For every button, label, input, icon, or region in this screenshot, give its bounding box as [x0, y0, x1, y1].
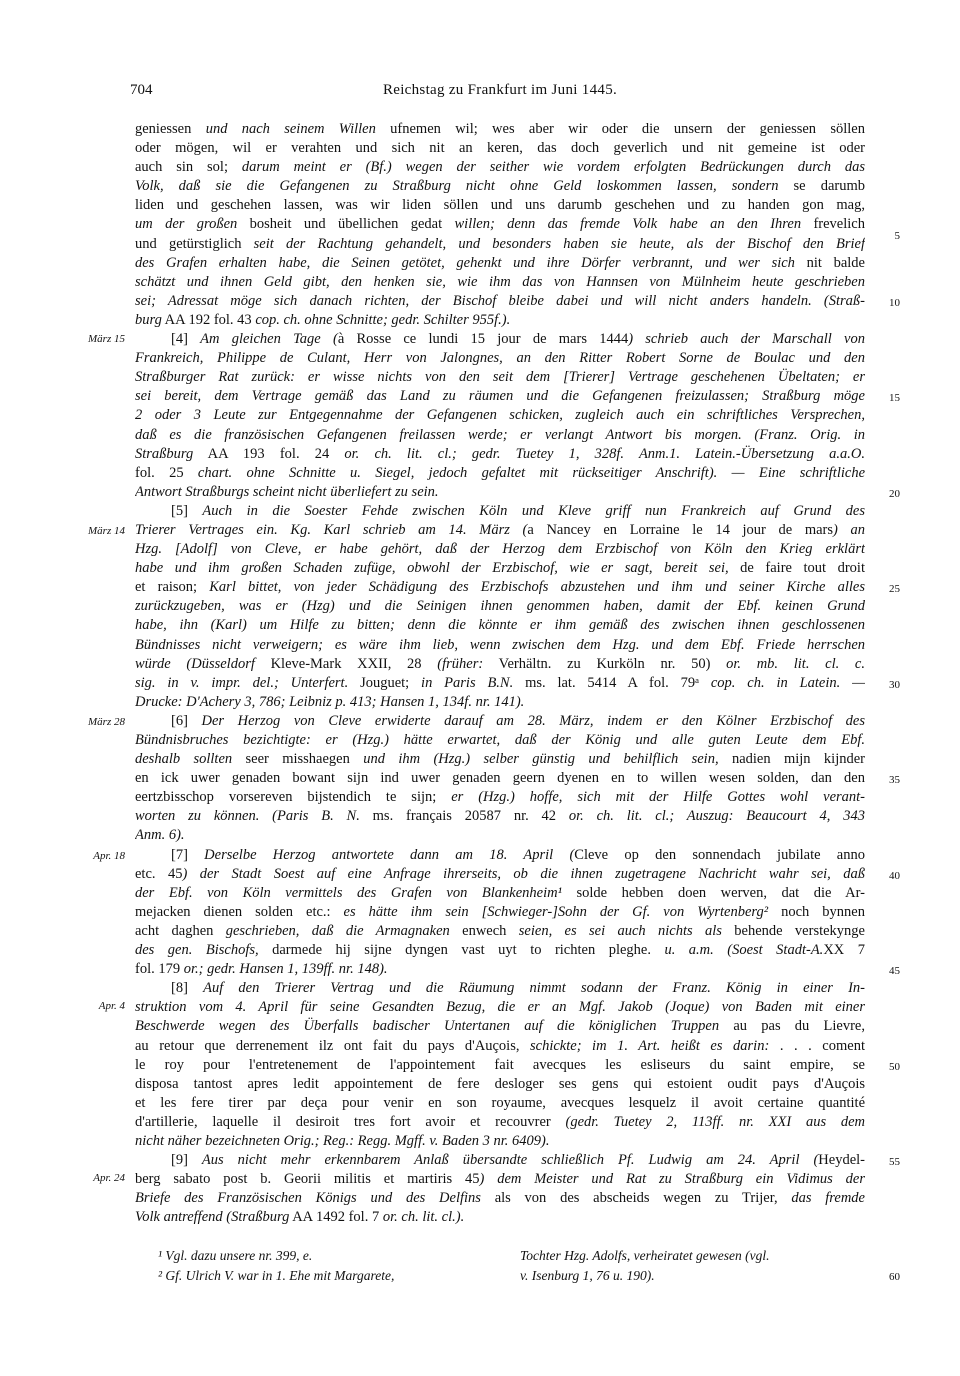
italic-segment: in Paris B.N.	[421, 674, 514, 691]
line-number: 55	[889, 1156, 900, 1168]
text-segment: bosheit und übellichen gedat	[237, 216, 455, 233]
footnote: ¹ Vgl. dazu unsere nr. 399, e.	[158, 1248, 313, 1263]
italic-segment: Anm. 6).	[135, 827, 185, 844]
text-segment: nadien mijn kijnder	[718, 751, 865, 768]
italic-segment: Drucke: D'Achery 3, 786; Leibniz p. 413; Hansen 1, 134f. nr. 141).	[135, 693, 525, 710]
text-segment: en ick uwer genaden bowant sijn ind uwer genaden geern dyenen en to willen wesen solden, dan den	[135, 770, 865, 787]
text-line	[135, 731, 865, 750]
text-line	[135, 349, 865, 368]
text-segment: fol. 179	[135, 961, 184, 978]
text-line	[135, 1189, 865, 1208]
text-segment: behende verstekynge	[721, 922, 865, 939]
italic-segment: habe und ihm großen Schaden zufüge, obwohl der Erzbischof, wie er sagt, bereit sei,	[135, 560, 729, 577]
italic-segment: des gen. Bischofs,	[135, 942, 259, 959]
text-line	[135, 1056, 865, 1075]
italic-segment: Trierer Vertrages ein. Kg. Karl schrieb am 14. März (	[135, 521, 528, 538]
text-line	[135, 521, 865, 540]
text-segment: [9]	[171, 1152, 202, 1169]
italic-segment: würde (Düsseldorf	[135, 655, 255, 672]
italic-segment: Frankreich, Philippe de Culant, Herr von Jalongnes, an den Ritter Robert Sorne de Boulac und den	[135, 350, 865, 367]
text-line	[135, 674, 865, 693]
text-line	[135, 368, 865, 387]
text-line	[135, 1151, 865, 1170]
italic-segment: schätzt und ihnen Geld gibt, den henken sie, wie ihm das von Hannsen von Mülnheim heute geschrieben	[135, 273, 865, 290]
italic-segment: und ihm (Hzg.) selber günstig und behilflich sein,	[363, 751, 719, 768]
italic-segment: willen; denn das fremde Volk habe an den Ihren	[454, 216, 802, 233]
text-segment: Kleve-Mark XXII, 28	[254, 655, 438, 672]
text-line	[135, 788, 865, 807]
text-line	[135, 578, 865, 597]
text-segment: Cleve op den sonnendach jubilate anno	[574, 846, 865, 863]
italic-segment: deshalb sollten	[135, 751, 233, 768]
text-line	[135, 750, 865, 769]
italic-segment: or.; gedr. Hansen 1, 139ff. nr. 148).	[183, 961, 388, 978]
text-segment: als von des abscheids wegen zu Trijer,	[480, 1190, 792, 1207]
italic-segment: struktion vom 4. April für seine Gesandten Bezug, die er an Mgf. Jakob (Joque) von Baden mit einer	[135, 999, 865, 1016]
text-line	[135, 1113, 865, 1132]
text-segment: et raison;	[135, 579, 210, 596]
text-line	[135, 330, 865, 349]
italic-segment: Hzg. [Adolf] von Cleve, er habe gehört, daß der Herzog dem Erzbischof von Köln den Krieg erklärt	[135, 541, 865, 558]
text-segment: noch bynnen	[768, 903, 865, 920]
italic-segment: Aus nicht mehr erkennbarem Anlaß übersandte schließlich Pf. Ludwig am 24. April (	[201, 1152, 819, 1169]
text-line	[135, 998, 865, 1017]
text-line	[135, 445, 865, 464]
text-segment: Heydel-	[818, 1152, 865, 1169]
italic-segment: Antwort Straßburgs scheint nicht überliefert zu sein.	[135, 483, 439, 500]
text-line	[135, 1037, 865, 1056]
text-line	[135, 311, 865, 330]
text-line	[135, 177, 865, 196]
italic-segment: darum meint er (Bf.) wegen der seither wie vordem erfolgten Bedrückungen durch das	[241, 159, 865, 176]
text-line	[135, 215, 865, 234]
line-number: 60	[889, 1271, 900, 1283]
text-segment: ms. lat. 5414 A fol. 79ᵃ	[513, 674, 711, 691]
italic-segment: or. mb. lit. cl. c.	[726, 655, 865, 672]
italic-segment: sig. in v. impr. del.; Unterfert.	[135, 674, 349, 691]
italic-segment: Derselbe Herzog antwortete dann am 18. April (	[204, 846, 575, 863]
italic-segment: daß es die französischen Gefangenen freilassen werde; er verlangt Antwort bis morgen. (Franz. Orig. in	[135, 426, 865, 443]
text-line	[135, 273, 865, 292]
text-segment: ufnemen wil; wes aber wir oder die unsern der geniessen söllen	[375, 121, 865, 137]
italic-segment: des Grafen erhalten habe, die Seinen getötet, gehenkt und ihre Dörfer verbrannt, und wer sich	[135, 254, 795, 271]
italic-segment: schickte; im 1. Art. heißt es darin:	[530, 1037, 770, 1054]
text-line	[135, 826, 865, 845]
text-segment: de faire tout droit	[728, 560, 865, 577]
text-line	[135, 120, 865, 139]
line-number: 25	[889, 583, 900, 595]
page-number: 704	[130, 82, 153, 98]
text-line	[135, 406, 865, 425]
body-text	[135, 120, 865, 1227]
italic-segment: Briefe des Französischen Königs und des Delfins	[135, 1190, 481, 1207]
text-line	[135, 1132, 865, 1151]
text-segment: . . . coment	[769, 1037, 865, 1054]
text-segment: solde hebben doen werven, dat die Ar-	[561, 884, 865, 901]
italic-segment: der Ebf. von Köln vermittels des Grafen von Blankenheim¹	[135, 884, 562, 901]
text-line	[135, 597, 865, 616]
italic-segment: Bündnisbruches bezichtigte: er (Hzg.) hätte erwartet, daß der König und alle guten Leute dem Ebf.	[135, 732, 865, 748]
text-line	[135, 139, 865, 158]
italic-segment: worten zu können. (Paris B. N.	[135, 808, 360, 825]
text-line	[135, 884, 865, 903]
italic-segment: or. ch. lit. cl.; gedr. Tuetey 1, 328f. Anm.1. Latein.-Übersetzung a.a.O.	[344, 445, 865, 462]
margin-note: März 14	[88, 525, 125, 537]
text-line	[135, 540, 865, 559]
text-line	[135, 979, 865, 998]
italic-segment: ) an	[833, 521, 865, 538]
italic-segment: or. ch. lit. cl.).	[382, 1209, 465, 1226]
text-line	[135, 1017, 865, 1036]
italic-segment: das fremde	[791, 1190, 865, 1207]
text-segment: frevelich	[801, 216, 865, 233]
margin-note: Apr. 18	[93, 850, 125, 862]
text-line	[135, 235, 865, 254]
italic-segment: nicht näher bezeichneten Orig.; Reg.: Regg. Mgff. v. Baden 3 nr. 6409).	[135, 1132, 550, 1149]
footnote: v. Isenburg 1, 76 u. 190).	[520, 1268, 655, 1283]
text-line	[135, 865, 865, 884]
italic-segment: or. ch. lit. cl.; Auszug: Beaucourt 4, 343	[568, 808, 865, 825]
italic-segment: burg	[135, 311, 162, 328]
text-segment: et les fere tirer par deça pour venir en son royaume, avecques lesquelz il avoit certaine quantité	[135, 1094, 865, 1111]
italic-segment: 2 oder 3 Leute zur Entgegennahme der Gefangenen schicken, zugleich auch ein schriftliches Versprechen,	[135, 407, 865, 424]
text-segment: d'artillerie, laquelle il desiroit tres fort avoir et recouvrer	[135, 1113, 566, 1130]
text-line	[135, 712, 865, 731]
italic-segment: ) dem Meister und Rat zu Straßburg ein Vidimus der	[479, 1171, 865, 1188]
text-line	[135, 1075, 865, 1094]
text-segment: fol. 25	[135, 464, 198, 481]
line-number: 5	[894, 230, 900, 242]
text-segment: nit balde	[794, 254, 865, 271]
text-segment: [7]	[171, 846, 205, 863]
italic-segment: ) schrieb auch der Marschall von	[628, 331, 865, 348]
italic-segment: es hätte ihm sein [Schwieger-]Sohn der Gf. von Wyrtenberg²	[343, 903, 769, 920]
text-line	[135, 655, 865, 674]
text-segment: acht daghen	[135, 922, 226, 939]
italic-segment: ) der Stadt Soest auf eine Anfrage ihrerseits, ob die ihnen zugetragene Nachricht wahr sei, daß	[182, 865, 865, 882]
text-line	[135, 960, 865, 979]
italic-segment: u. a.m. (Soest Stadt-A.	[664, 942, 824, 959]
line-number: 20	[889, 488, 900, 500]
line-number: 30	[889, 679, 900, 691]
page-title: Reichstag zu Frankfurt im Juni 1445.	[382, 82, 618, 98]
text-line	[135, 616, 865, 635]
text-segment: Jouguet;	[348, 674, 422, 691]
italic-segment: Der Herzog von Cleve erwiderte darauf am 28. März, indem er den Kölner Erzbischof des	[201, 712, 865, 729]
text-segment: [6]	[171, 712, 202, 729]
italic-segment: Am gleichen Tage (	[200, 331, 338, 348]
text-line	[135, 1094, 865, 1113]
italic-segment: habe, ihn (Karl) um Hilfe zu bitten; denn die könnte er ihm gemäß des zwischen ihnen geschlossenen	[135, 617, 865, 634]
text-line	[135, 196, 865, 215]
line-number: 10	[889, 297, 900, 309]
text-segment: seer misshaegen	[232, 751, 364, 768]
margin-note: Apr. 24	[93, 1172, 125, 1184]
text-line	[135, 693, 865, 712]
italic-segment: sei bereit, dem Vertrage gemäß das Land zu räumen und die Gefangenen freizulassen; Straßburg möge	[135, 388, 865, 405]
text-line	[135, 941, 865, 960]
text-segment: geniessen	[135, 121, 206, 137]
text-segment: a Nancey en Lorraine le 14 jour de mars	[527, 521, 834, 538]
italic-segment: sei; Adressat möge sich danach richten, der Bischof bleibe dabei und will nicht anders handeln. (Straß-	[135, 292, 865, 309]
text-segment: [4]	[171, 331, 201, 348]
text-segment: AA 1492 fol. 7	[289, 1209, 383, 1226]
text-segment: ms. français 20587 nr. 42	[359, 808, 569, 825]
line-number: 35	[889, 774, 900, 786]
italic-segment: Volk, daß sie die Gefangenen zu Straßburg nicht ohne Geld loskommen lassen, sondern	[135, 178, 779, 195]
text-line	[135, 559, 865, 578]
italic-segment: Bündnisses nicht verweigern; es wäre ihm lieb, wenn zwischen dem Hzg. und dem Ebf. Friede herrschen	[135, 636, 865, 653]
italic-segment: cop. ch. in Latein. —	[710, 674, 865, 691]
text-segment: mejacken dienen solden etc.:	[135, 903, 344, 920]
text-line	[135, 502, 865, 521]
text-line	[135, 464, 865, 483]
text-segment: oder mögen, wil er verahten und sich nit an keren, das doch geverlich und nit gemeine ist oder	[135, 140, 865, 157]
text-line	[135, 846, 865, 865]
footnote: Tochter Hzg. Adolfs, verheiratet gewesen (vgl.	[520, 1248, 770, 1263]
italic-segment: Auch in die Soester Fehde zwischen Köln und Kleve griff nun Frankreich auf Grund des	[202, 502, 865, 519]
italic-segment: Volk antreffend (Straßburg	[135, 1209, 290, 1226]
line-number: 15	[889, 392, 900, 404]
text-line	[135, 903, 865, 922]
italic-segment: zurückzugeben, was er (Hzg) und die Seinigen ihnen genommen haben, damit der Ebf. keinen Grund	[135, 598, 865, 615]
text-segment: eertzbisschop vorsereven bijstendich te sijn;	[135, 789, 452, 806]
italic-segment: geschrieben, daß die Armagnaken	[225, 922, 450, 939]
italic-segment: seien, es sei auch nichts als	[518, 922, 722, 939]
text-line	[135, 769, 865, 788]
italic-segment: Straßburger Rat zurück: er wisse nichts von den seit dem [Trierer] Vertrage geschehenen Übeltaten; er	[135, 369, 865, 386]
italic-segment: Karl bittet, von jeder Schädigung des Erzbischofs abzustehen und ihm und seiner Kirche alles	[209, 579, 865, 596]
text-segment: disposa tantost apres ledit appointement de fere desloger ses gens qui estoient oudit pays d'Auçois	[135, 1075, 865, 1092]
text-line	[135, 426, 865, 445]
italic-segment: um der großen	[135, 216, 238, 233]
italic-segment: chart. ohne Schnitte u. Siegel, jedoch gefaltet mit rückseitiger Anschrift). — Eine schriftliche	[197, 464, 865, 481]
italic-segment: (gedr. Tuetey 2, 113ff. nr. XXI aus dem	[565, 1113, 865, 1130]
text-line	[135, 1170, 865, 1189]
text-segment: au retour que derrenement ilz ont fait du pays d'Auçois,	[135, 1037, 530, 1054]
text-line	[135, 158, 865, 177]
text-segment: und getürstiglich	[135, 235, 254, 252]
text-segment: AA 192 fol. 43	[161, 311, 256, 328]
text-line	[135, 1208, 865, 1227]
text-line	[135, 483, 865, 502]
text-line	[135, 807, 865, 826]
text-segment: [5]	[171, 502, 203, 519]
line-number: 45	[889, 965, 900, 977]
text-segment: le roy pour l'entretenement de l'appointement fait avecques les esliseurs du saint empire, se	[135, 1056, 865, 1073]
text-segment: enwech	[449, 922, 519, 939]
running-header	[130, 82, 870, 102]
text-line	[135, 636, 865, 655]
text-segment: liden und geschehen lassen, was wir liden söllen und uns darumb geschehen und zu handen gon mag,	[135, 197, 865, 214]
line-number: 50	[889, 1061, 900, 1073]
text-line	[135, 922, 865, 941]
italic-segment: und nach seinem Willen	[205, 121, 376, 137]
italic-segment: er (Hzg.) hoffe, sich mit der Hilfe Gottes wohl verant-	[451, 789, 865, 806]
italic-segment: Straßburg	[135, 445, 194, 462]
text-segment: se darumb	[778, 178, 865, 195]
margin-note: Apr. 4	[98, 1000, 125, 1012]
footnote: ² Gf. Ulrich V. war in 1. Ehe mit Margarete,	[158, 1268, 395, 1283]
text-segment: AA 193 fol. 24	[193, 445, 345, 462]
text-segment: etc. 45	[135, 865, 183, 882]
italic-segment: seit der Rachtung gehandelt, und besonders haben sie heute, als der Bischof den Brief	[253, 235, 865, 252]
text-segment: à Rosse ce lundi 15 jour de mars 1444	[337, 331, 629, 348]
text-segment: au pas du Lievre,	[719, 1018, 865, 1035]
text-segment: darmede hij sijne dyngen vast uyt to richten pleghe.	[258, 942, 665, 959]
italic-segment: cop. ch. ohne Schnitte; gedr. Schilter 955f.).	[255, 311, 511, 328]
italic-segment: (früher:	[437, 655, 484, 672]
italic-segment: Beschwerde wegen des Überfalls badischer Untertanen auf die königlichen Truppen	[135, 1018, 720, 1035]
text-segment: XX 7	[823, 942, 865, 959]
text-segment: [8]	[171, 980, 204, 997]
text-segment: berg sabato post b. Georii militis et martiris 45	[135, 1171, 480, 1188]
text-line	[135, 292, 865, 311]
text-line	[135, 254, 865, 273]
line-number: 40	[889, 870, 900, 882]
text-line	[135, 387, 865, 406]
margin-note: März 15	[88, 333, 125, 345]
margin-note: März 28	[88, 716, 125, 728]
text-segment: auch sin sol;	[135, 159, 242, 176]
text-segment: Verhältn. zu Kurköln nr. 50)	[483, 655, 727, 672]
italic-segment: Auf den Trierer Vertrag und die Räumung nimmt sodann der Franz. König in einer In-	[203, 980, 865, 997]
